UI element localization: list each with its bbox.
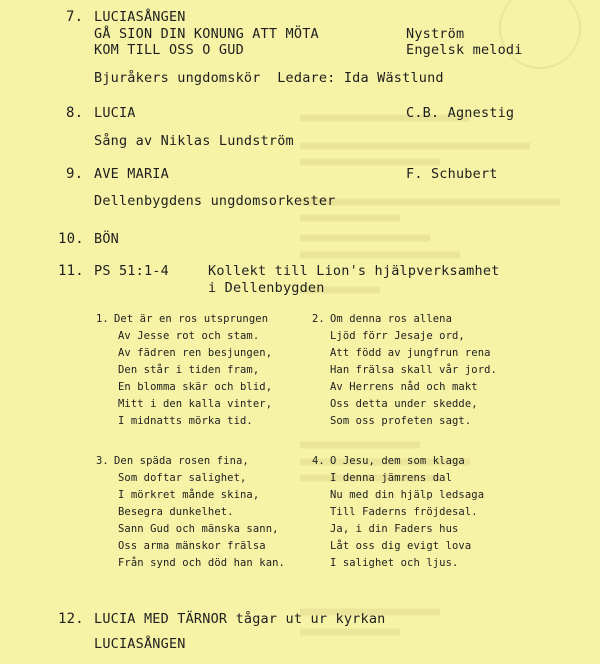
- verse-line: I mörkret månde skina,: [118, 489, 260, 501]
- verse-line: I denna jämrens dal: [330, 472, 453, 484]
- verse-line: I midnatts mörka tid.: [118, 415, 253, 427]
- item-10-number: 10.: [58, 231, 84, 247]
- verse-line: Av fädren ren besjungen,: [118, 347, 273, 359]
- verse-line: Sann Gud och mänska sann,: [118, 523, 279, 535]
- verse-line: O Jesu, dem som klaga: [330, 455, 465, 467]
- verse-4: [312, 454, 512, 569]
- verse-number: 3.: [96, 455, 109, 467]
- item-8-title: LUCIA: [94, 105, 136, 121]
- item-7-line3: KOM TILL OSS O GUD: [94, 42, 244, 58]
- item-11-title: PS 51:1-4: [94, 263, 169, 279]
- verse-line: Av Herrens nåd och makt: [330, 381, 478, 393]
- verse-line: Av Jesse rot och stam.: [118, 330, 260, 342]
- verse-line: Till Faderns fröjdesal.: [330, 506, 478, 518]
- item-11-note-line1: Kollekt till Lion's hjälpverksamhet: [208, 263, 500, 279]
- verse-line: Om denna ros allena: [330, 313, 453, 325]
- verse-line: Som doftar salighet,: [118, 472, 247, 484]
- verse-line: Ljöd förr Jesaje ord,: [330, 330, 465, 342]
- verse-line: Ja, i din Faders hus: [330, 523, 459, 535]
- item-8-composer: C.B. Agnestig: [406, 105, 515, 121]
- verse-line: Att född av jungfrun rena: [330, 347, 491, 359]
- item-8-performer: Sång av Niklas Lundström: [94, 133, 294, 149]
- verse-number: 1.: [96, 313, 109, 325]
- verse-line: Det är en ros utsprungen: [114, 313, 269, 325]
- item-11-note-line2: i Dellenbygden: [208, 280, 325, 296]
- verse-2: [312, 312, 512, 427]
- item-9-title: AVE MARIA: [94, 166, 169, 182]
- verse-number: 2.: [312, 313, 325, 325]
- item-7-composer-1: Nyström: [406, 26, 465, 42]
- verse-line: I salighet och ljus.: [330, 557, 459, 569]
- verse-number: 4.: [312, 455, 325, 467]
- verse-line: Nu med din hjälp ledsaga: [330, 489, 485, 501]
- item-9-performer: Dellenbygdens ungdomsorkester: [94, 193, 336, 209]
- item-7-number: 7.: [66, 9, 84, 25]
- item-9-number: 9.: [66, 166, 84, 182]
- item-7-performer: Bjuråkers ungdomskör Ledare: Ida Wästlund: [94, 70, 444, 86]
- item-10-title: BÖN: [94, 231, 119, 247]
- verse-line: Oss arma mänskor frälsa: [118, 540, 266, 552]
- verse-line: Som oss profeten sagt.: [330, 415, 472, 427]
- item-12-title: LUCIA MED TÄRNOR tågar ut ur kyrkan: [94, 611, 386, 627]
- item-11-number: 11.: [58, 263, 84, 279]
- verse-line: Mitt i den kalla vinter,: [118, 398, 273, 410]
- verse-line: En blomma skär och blid,: [118, 381, 273, 393]
- verse-line: Den står i tiden fram,: [118, 364, 260, 376]
- item-12-number: 12.: [58, 611, 84, 627]
- item-9-composer: F. Schubert: [406, 166, 498, 182]
- item-12-subtitle: LUCIASÅNGEN: [94, 636, 186, 652]
- verse-line: Besegra dunkelhet.: [118, 506, 234, 518]
- verse-line: Låt oss dig evigt lova: [330, 540, 472, 552]
- item-8-number: 8.: [66, 105, 84, 121]
- item-7-line2: GÅ SION DIN KONUNG ATT MÖTA: [94, 26, 319, 42]
- verse-3: [96, 454, 296, 569]
- item-7-title: LUCIASÅNGEN: [94, 9, 186, 25]
- verse-line: Oss detta under skedde,: [330, 398, 478, 410]
- verse-1: [96, 312, 296, 427]
- verse-line: Den späda rosen fina,: [114, 455, 249, 467]
- verse-line: Han frälsa skall vår jord.: [330, 364, 497, 376]
- item-7-composer-2: Engelsk melodi: [406, 42, 523, 58]
- verse-line: Från synd och död han kan.: [118, 557, 285, 569]
